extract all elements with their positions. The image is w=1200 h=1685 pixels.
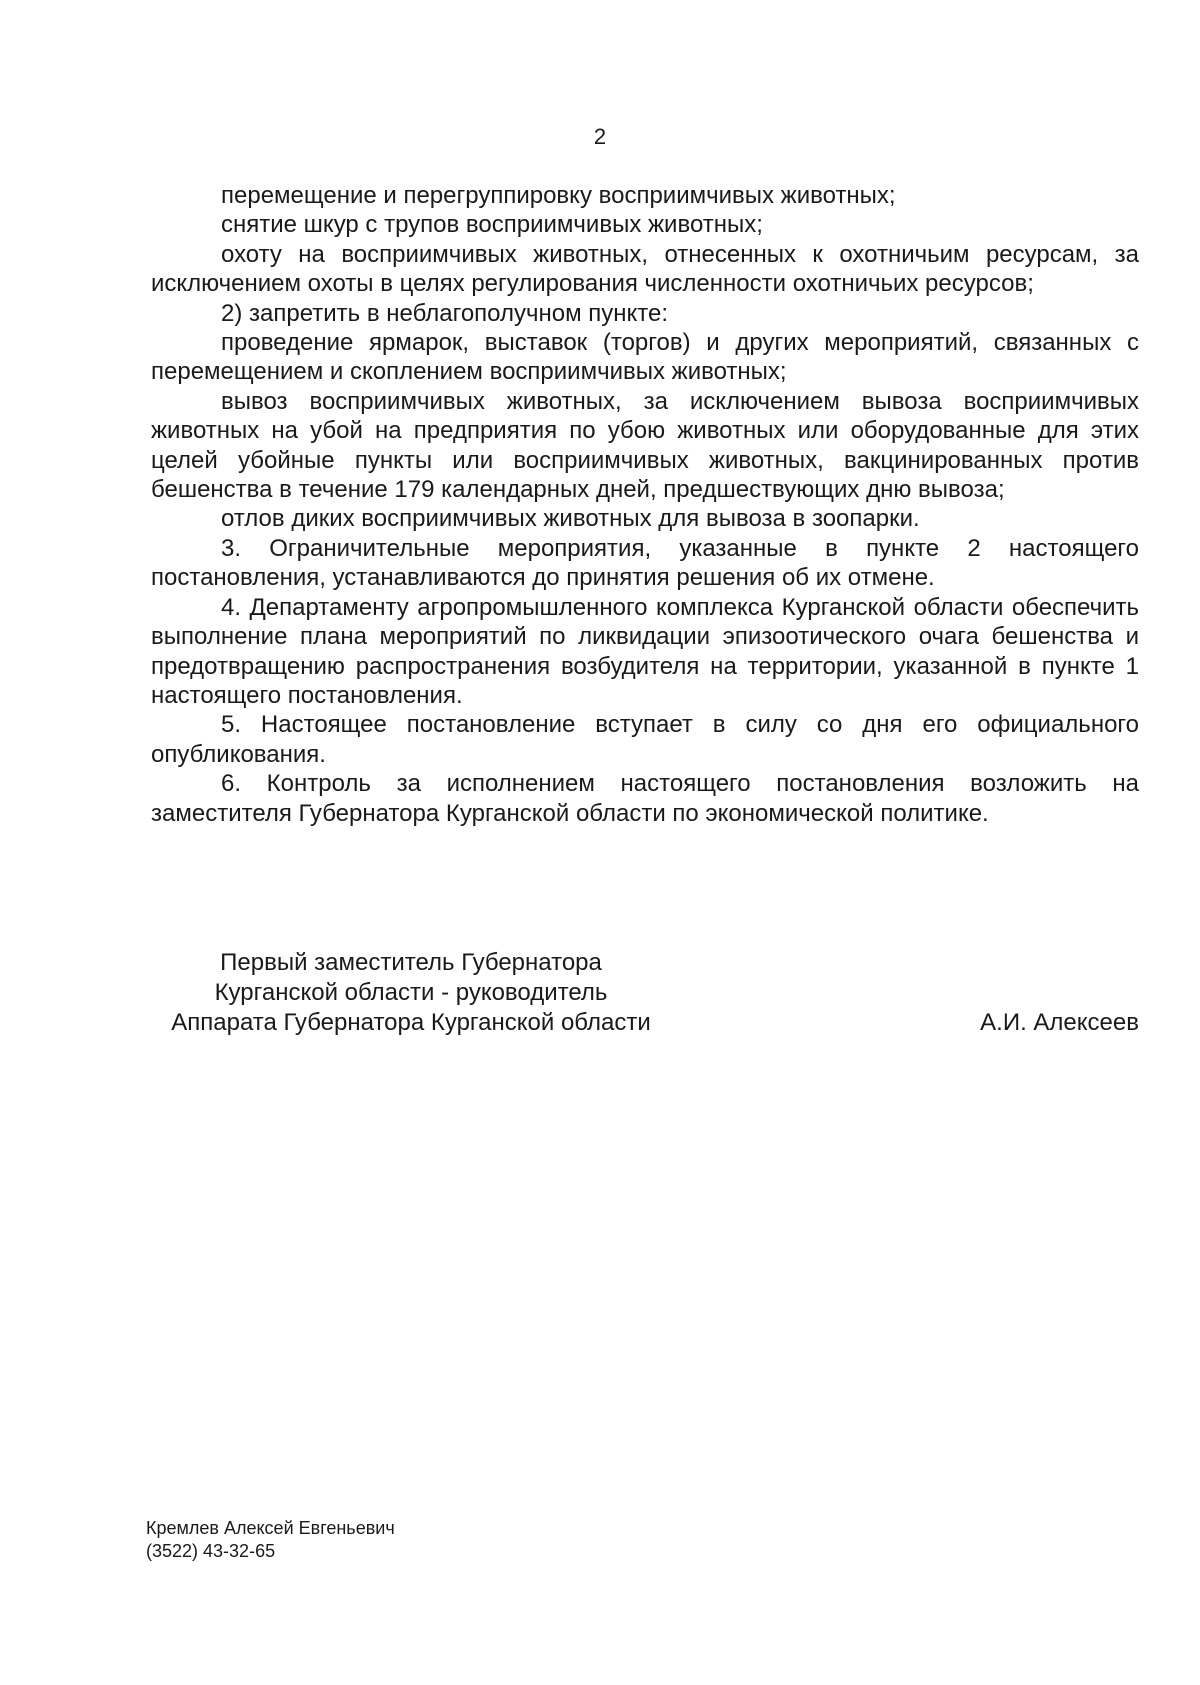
signatory-title-line: Первый заместитель Губернатора [220,949,602,976]
paragraph: отлов диких восприимчивых животных для вывоза в зоопарки. [221,505,920,533]
executor-name: Кремлев Алексей Евгеньевич [146,1518,395,1538]
paragraph: 6. Контроль за исполнением настоящего постановления возложить на заместителя Губернатора Курганской области по экономической политике. [151,770,1139,827]
paragraph: 2) запретить в неблагополучном пункте: [221,299,669,327]
paragraph: 3. Ограничительные мероприятия, указанные в пункте 2 настоящего постановления, устанавливаются до принятия решения об их отмене. [151,534,1139,592]
paragraph: 4. Департаменту агропромышленного комплекса Курганской области обеспечить выполнение плана мероприятий по ликвидации эпизоотического очага бешенства и предотвращению распространения возбудителя на территории, указанной в пункте 1 настоящего постановления. [151,593,1139,709]
document-body [151,181,1139,828]
paragraph: вывоз восприимчивых животных, за исключением вывоза восприимчивых животных на убой на предприятия по убою животных или оборудованные для этих целей убойные пункты или восприимчивых животных, вакцинированных против бешенства в течение 179 календарных дней, предшествующих дню вывоза; [151,387,1139,504]
executor-phone: (3522) 43-32-65 [146,1541,276,1561]
paragraph: снятие шкур с трупов восприимчивых животных; [221,211,763,239]
paragraph: проведение ярмарок, выставок (торгов) и других мероприятий, связанных с перемещением и скоплением восприимчивых животных; [151,329,1139,386]
executor-info [146,1517,395,1563]
paragraph: перемещение и перегруппировку восприимчивых животных; [221,182,896,209]
signature-block [151,948,1139,1038]
page-number: 2 [593,124,607,149]
signatory-title [151,948,671,1038]
paragraph: охоту на восприимчивых животных, отнесенных к охотничьим ресурсам, за исключением охоты в целях регулирования численности охотничьих ресурсов; [151,240,1139,298]
signatory-title-line: Курганской области - руководитель [214,979,608,1006]
signatory-title-line: Аппарата Губернатора Курганской области [171,1009,651,1036]
signatory-name: А.И. Алексеев [980,1009,1139,1036]
paragraph: 5. Настоящее постановление вступает в силу со дня его официального опубликования. [151,711,1139,768]
